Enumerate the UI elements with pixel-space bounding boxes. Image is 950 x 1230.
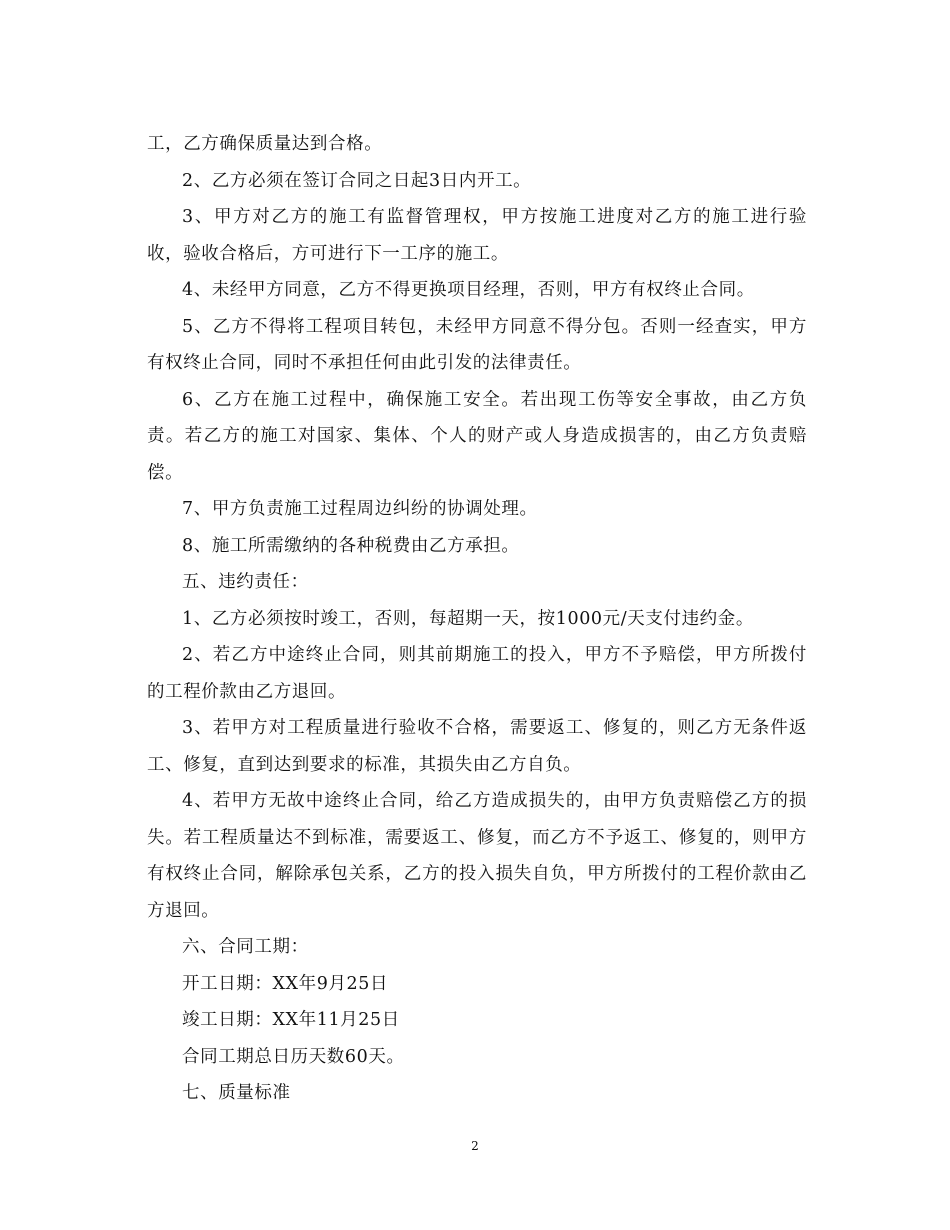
section-heading-duration: 六、合同工期： <box>182 937 309 957</box>
paragraph-clause-8: 8、施工所需缴纳的各种税费由乙方承担。 <box>182 535 520 556</box>
completion-date-line: 竣工日期：XX年11月25日 <box>182 1010 400 1030</box>
paragraph-clause-3: 3、甲方对乙方的施工有监督管理权，甲方按施工进度对乙方的施工进行验收，验收合格后，方可进行下一工序的施工。 <box>147 207 807 264</box>
paragraph-clause-5: 5、乙方不得将工程项目转包，未经甲方同意不得分包。否则一经查实，甲方有权终止合同，同时不承担任何由此引发的法律责任。 <box>147 316 807 373</box>
start-date-line: 开工日期：XX年9月25日 <box>182 973 389 994</box>
paragraph-liability-1: 1、乙方必须按时竣工，否则，每超期一天，按1000元/天支付违约金。 <box>182 608 754 629</box>
paragraph-liability-2: 2、若乙方中途终止合同，则其前期施工的投入，甲方不予赔偿，甲方所拨付的工程价款由乙方退回。 <box>147 645 807 702</box>
total-days-line: 合同工期总日历天数60天。 <box>182 1046 405 1067</box>
paragraph-clause-7: 7、甲方负责施工过程周边纠纷的协调处理。 <box>182 499 538 519</box>
paragraph-clause-6: 6、乙方在施工过程中，确保施工安全。若出现工伤等安全事故，由乙方负责。若乙方的施工对国家、集体、个人的财产或人身造成损害的，由乙方负责赔偿。 <box>147 389 807 483</box>
paragraph-liability-3: 3、若甲方对工程质量进行验收不合格，需要返工、修复的，则乙方无条件返工、修复，直到达到要求的标准，其损失由乙方自负。 <box>147 718 807 775</box>
paragraph-clause-2: 2、乙方必须在签订合同之日起3日内开工。 <box>182 170 532 191</box>
section-heading-quality: 七、质量标准 <box>182 1083 291 1103</box>
section-heading-liability: 五、违约责任： <box>182 572 309 592</box>
paragraph-continuation: 工，乙方确保质量达到合格。 <box>147 134 383 154</box>
page-number: 2 <box>471 1139 479 1153</box>
document-body <box>147 126 807 1112</box>
paragraph-liability-4: 4、若甲方无故中途终止合同，给乙方造成损失的，由甲方负责赔偿乙方的损失。若工程质量达不到标准，需要返工、修复，而乙方不予返工、修复的，则甲方有权终止合同，解除承包关系，乙方的投入损失自负，甲方所拨付的工程价款由乙方退回。 <box>147 791 807 921</box>
paragraph-clause-4: 4、未经甲方同意，乙方不得更换项目经理，否则，甲方有权终止合同。 <box>182 280 755 300</box>
